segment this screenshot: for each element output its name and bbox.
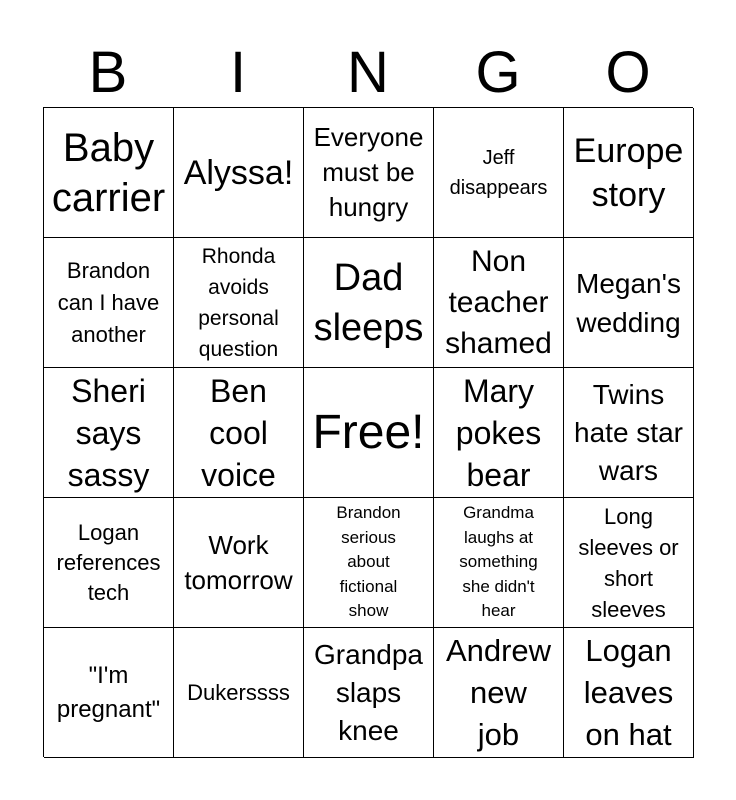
free-space[interactable]	[304, 368, 434, 498]
cell-text: Jeff disappears	[449, 146, 548, 199]
bingo-header	[43, 38, 693, 108]
cell-text: Sheri says sassy	[67, 372, 150, 493]
cell-text: Logan references tech	[56, 519, 161, 605]
cell-text: Megan's wedding	[576, 267, 681, 338]
bingo-cell[interactable]	[564, 498, 694, 628]
cell-text: Brandon can I have another	[57, 257, 160, 347]
header-letter-g: G	[475, 40, 521, 105]
bingo-cell[interactable]	[174, 628, 304, 758]
bingo-cell[interactable]	[564, 238, 694, 368]
bingo-cell[interactable]	[44, 498, 174, 628]
bingo-cell[interactable]	[44, 628, 174, 758]
cell-text: "I'm pregnant"	[56, 661, 161, 723]
cell-text: Twins hate star wars	[574, 378, 683, 486]
bingo-cell[interactable]	[434, 368, 564, 498]
cell-text: Brandon serious about fictional show	[336, 503, 401, 621]
bingo-cell[interactable]	[174, 108, 304, 238]
bingo-cell[interactable]	[174, 368, 304, 498]
bingo-cell[interactable]	[434, 108, 564, 238]
cell-text: Non teacher shamed	[445, 245, 552, 360]
bingo-cell[interactable]	[434, 628, 564, 758]
bingo-cell[interactable]	[304, 628, 434, 758]
cell-text: Mary pokes bear	[455, 372, 542, 493]
bingo-cell[interactable]	[304, 498, 434, 628]
bingo-cell[interactable]	[44, 238, 174, 368]
bingo-cell[interactable]	[434, 238, 564, 368]
cell-text: Work tomorrow	[184, 529, 293, 595]
cell-text: Alyssa!	[183, 153, 294, 192]
bingo-cell[interactable]	[564, 628, 694, 758]
cell-text: Ben cool voice	[201, 372, 276, 493]
bingo-cell[interactable]	[564, 368, 694, 498]
cell-text: Long sleeves or short sleeves	[578, 503, 679, 622]
cell-text: Grandpa slaps knee	[314, 638, 423, 746]
cell-text: Everyone must be hungry	[313, 122, 424, 222]
header-letter-o: O	[605, 40, 651, 105]
bingo-cell[interactable]	[174, 498, 304, 628]
cell-text: Free!	[312, 405, 425, 459]
bingo-cell[interactable]	[434, 498, 564, 628]
bingo-cell[interactable]	[304, 108, 434, 238]
cell-text: Europe story	[573, 131, 684, 214]
bingo-cell[interactable]	[44, 368, 174, 498]
header-letter-i: I	[229, 40, 247, 105]
cell-text: Baby carrier	[51, 125, 166, 220]
bingo-cell[interactable]	[564, 108, 694, 238]
cell-text: Dukerssss	[187, 679, 290, 705]
bingo-cell[interactable]	[174, 238, 304, 368]
cell-text: Dad sleeps	[313, 256, 424, 349]
cell-text: Logan leaves on hat	[583, 632, 674, 752]
cell-text: Andrew new job	[445, 632, 552, 752]
header-letter-b: B	[88, 40, 128, 105]
cell-text: Grandma laughs at something she didn't hear	[459, 503, 538, 621]
bingo-board	[43, 107, 693, 757]
cell-text: Rhonda avoids personal question	[198, 244, 279, 361]
header-letter-n: N	[347, 40, 389, 105]
bingo-cell[interactable]	[44, 108, 174, 238]
bingo-cell[interactable]	[304, 238, 434, 368]
